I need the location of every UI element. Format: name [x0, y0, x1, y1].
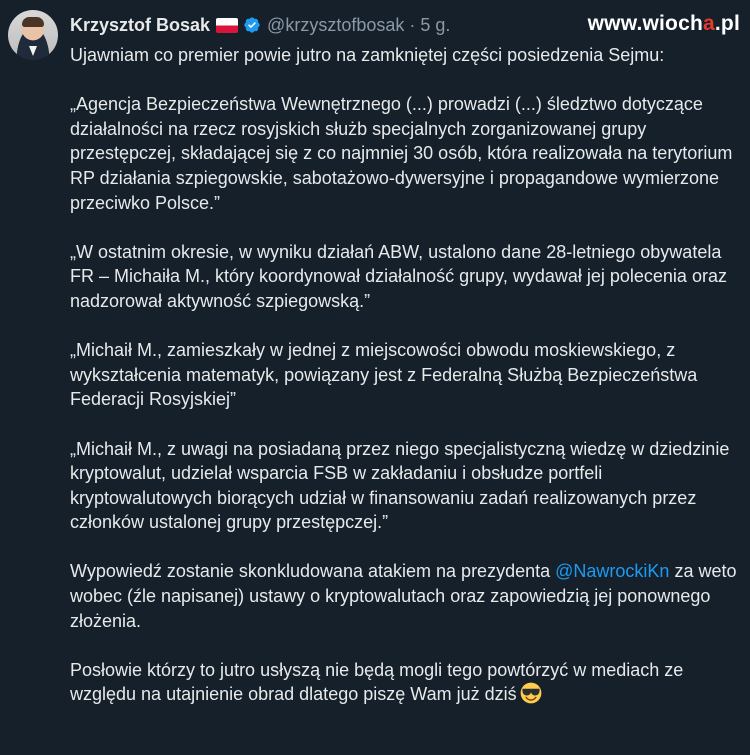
tweet-paragraph-7-text: Posłowie którzy to jutro usłyszą nie będą mogli tego powtórzyć w mediach ze względu na utajnienie obrad dlatego piszę Wam już dziś: [70, 659, 684, 705]
timestamp[interactable]: 5 g.: [420, 14, 451, 35]
tweet-paragraph-4: „Michaił M., zamieszkały w jednej z miejscowości obwodu moskiewskiego, z wykształcenia matematyk, powiązany jest z Federalną Służbą Bezpieczeństwa Federacji Rosyjskiej”: [70, 340, 698, 410]
tweet-paragraph-6: [70, 559, 742, 633]
avatar-collar: [29, 46, 37, 56]
tweet-paragraph-7: [70, 658, 742, 707]
verified-badge-icon: [243, 16, 261, 34]
tweet-paragraph-6-start: Wypowiedź zostanie skonkludowana atakiem na prezydenta: [70, 561, 556, 582]
author-name[interactable]: Krzysztof Bosak: [70, 14, 211, 35]
poland-flag-icon: [216, 18, 238, 33]
avatar[interactable]: [8, 10, 58, 60]
tweet-paragraph-3: „W ostatnim okresie, w wyniku działań ABW, ustalono dane 28-letniego obywatela FR – Michaiła M., który koordynował działalność grupy, wydawał jej polecenia oraz nadzorował aktywność szpiegowską.”: [70, 241, 727, 311]
watermark-accent: a: [703, 12, 715, 35]
watermark-suffix: .pl: [714, 12, 740, 35]
mention-link[interactable]: @NawrockiKn: [555, 561, 670, 582]
tweet-paragraph-6-end: za weto wobec (źle napisanej) ustawy o kryptowalutach oraz zapowiedzią jej ponownego złożenia.: [70, 561, 737, 631]
tweet-paragraph-2: „Agencja Bezpieczeństwa Wewnętrznego (...) prowadzi (...) śledztwo dotyczące działalności na rzecz rosyjskich służb specjalnych zorganizowanej grupy przestępczej, składającej się z co najmniej 30 osób, która realizowała na terytorium RP działania szpiegowskie, sabotażowo-dywersyjne i propagandowe wymierzone przeciwko Polsce.”: [70, 94, 733, 213]
site-watermark: [588, 12, 740, 36]
tweet-paragraph-1: Ujawniam co premier powie jutro na zamkniętej części posiedzenia Sejmu:: [70, 45, 665, 65]
tweet-header: [70, 12, 450, 38]
separator-dot: ·: [409, 14, 416, 35]
tweet-paragraph-5: „Michaił M., z uwagi na posiadaną przez niego specjalistyczną wiedzę w dziedzinie kryptowalut, udzielał wsparcia FSB w zakładaniu i obsłudze portfeli kryptowalutowych biorących udział w finansowaniu zadań realizowanych przez członków ustalonej grupy przestępczej.”: [70, 438, 730, 533]
author-handle[interactable]: @krzysztofbosak: [267, 14, 405, 35]
watermark-prefix: www.wioch: [587, 12, 703, 35]
tweet-text: [70, 43, 742, 732]
sunglasses-emoji-icon: [520, 682, 542, 704]
avatar-hair: [22, 17, 44, 27]
